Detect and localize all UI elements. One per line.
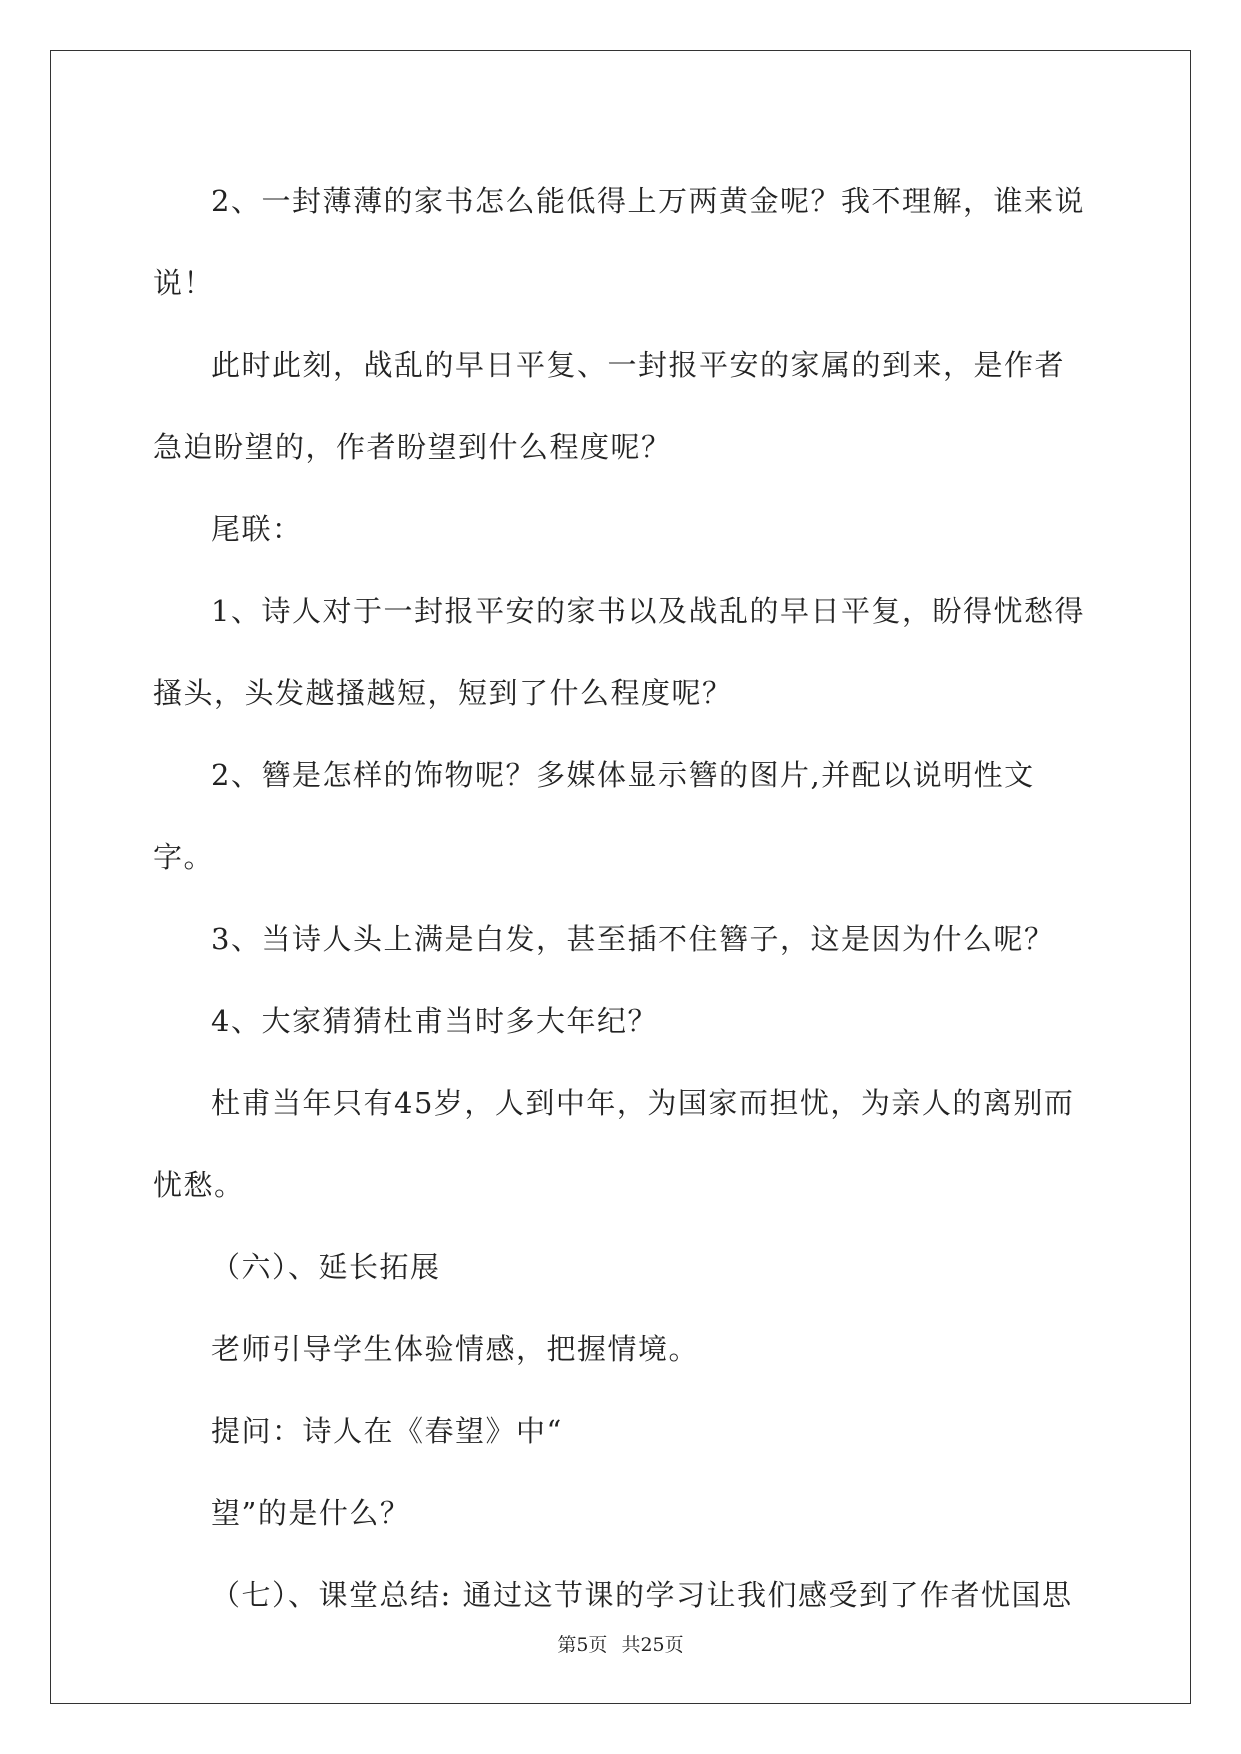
page-total: 共25页 [621,1634,684,1656]
paragraph-q1-hair: 1、诗人对于一封报平安的家书以及战乱的早日平复，盼得忧愁得搔头，头发越搔越短，短到了什么程度呢？ [153,594,1085,710]
paragraph-question: 提问：诗人在《春望》中“ [211,1414,563,1448]
paragraph-q2-hairpin: 2、簪是怎样的饰物呢？多媒体显示簪的图片,并配以说明性文字。 [153,758,1035,874]
page-footer [0,1630,1241,1657]
paragraph-summary: （七）、课堂总结: 通过这节课的学习让我们感受到了作者忧国思 [211,1578,1073,1612]
paragraph-dufu-age: 杜甫当年只有45岁，人到中年，为国家而担忧，为亲人的离别而忧愁。 [153,1086,1075,1202]
document-body [153,160,1093,1636]
page-number: 第5页 [557,1634,608,1656]
paragraph-heading-extension: （六）、延长拓展 [211,1250,441,1284]
paragraph-q2-letter: 2、一封薄薄的家书怎么能低得上万两黄金呢？我不理解，谁来说说！ [153,184,1085,300]
paragraph-q3-white-hair: 3、当诗人头上满是白发，甚至插不住簪子，这是因为什么呢？ [211,922,1055,956]
paragraph-heading-weilian: 尾联： [211,512,303,546]
paragraph-question-cont: 望”的是什么？ [211,1496,411,1530]
paragraph-war-hope: 此时此刻，战乱的早日平复、一封报平安的家属的到来，是作者急迫盼望的，作者盼望到什么程度呢？ [153,348,1066,464]
paragraph-q4-age: 4、大家猜猜杜甫当时多大年纪？ [211,1004,658,1038]
paragraph-teacher-guide: 老师引导学生体验情感，把握情境。 [211,1332,700,1366]
